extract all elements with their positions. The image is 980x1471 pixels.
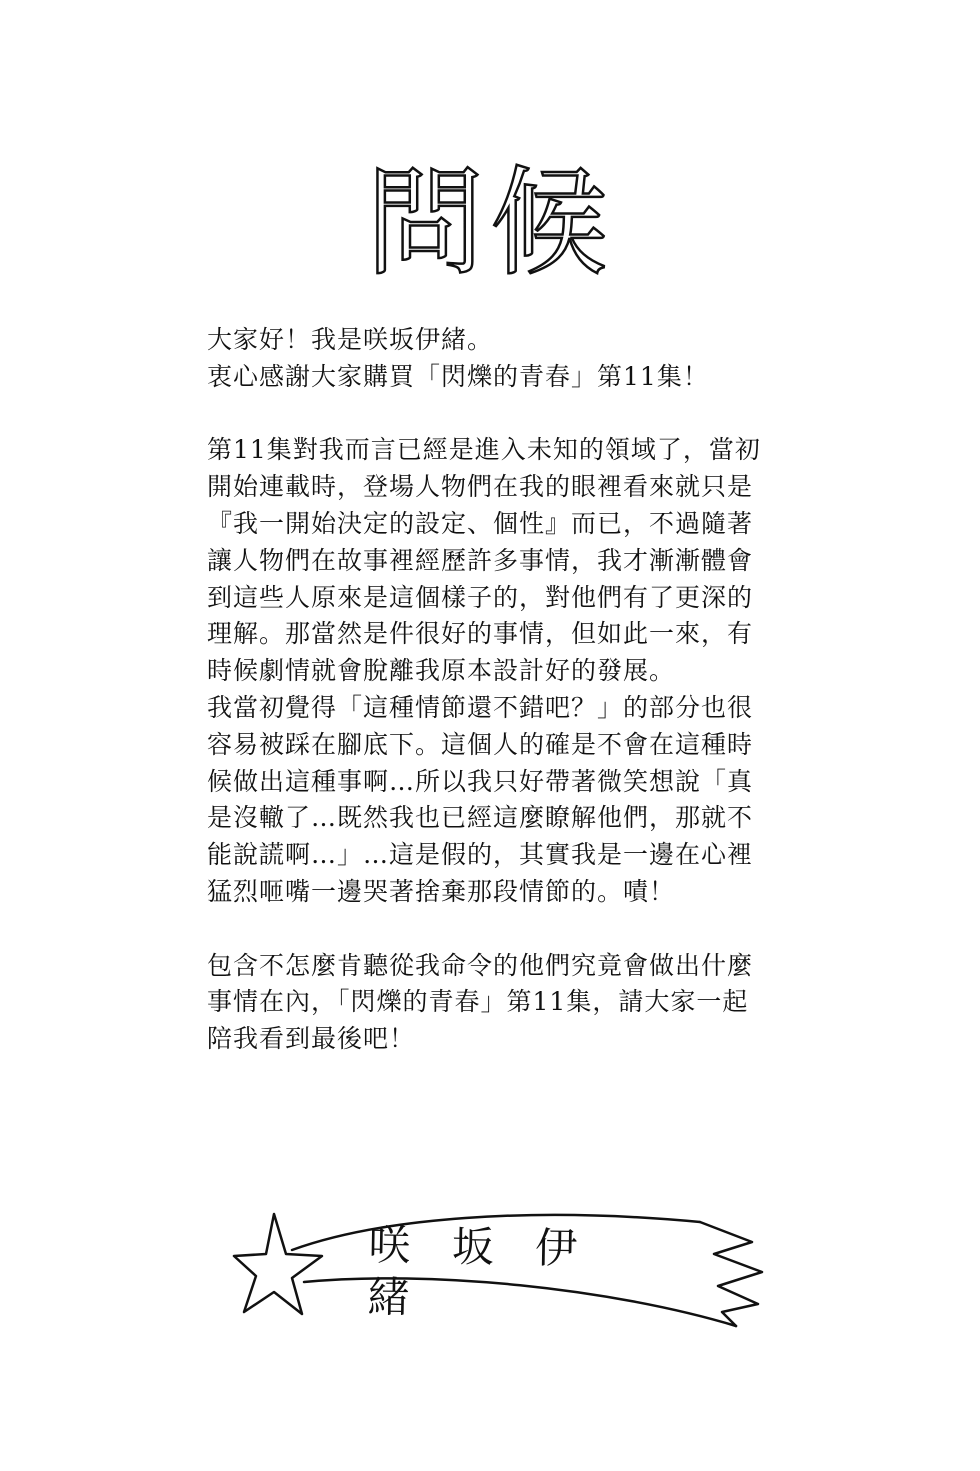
main-paragraph [207, 432, 787, 910]
text-line: 時候劇情就會脫離我原本設計好的發展。 [207, 656, 676, 686]
text-line: 我當初覺得「這種情節還不錯吧？」的部分也很 [207, 692, 754, 722]
text-line: 是沒轍了…既然我也已經這麼瞭解他們，那就不 [207, 803, 754, 833]
text-line: 讓人物們在故事裡經歷許多事情，我才漸漸體會 [207, 545, 754, 575]
text-line: 候做出這種事啊…所以我只好帶著微笑想說「真 [207, 766, 754, 796]
text-line: 容易被踩在腳底下。這個人的確是不會在這種時 [207, 729, 754, 759]
author-signature: 咲 坂 伊 緒 [367, 1220, 592, 1323]
text-line: 包含不怎麼肯聽從我命令的他們究竟會做出什麼 [207, 950, 754, 980]
ribbon-tail [700, 1222, 762, 1326]
text-line: 猛烈咂嘴一邊哭著捨棄那段情節的。嘖！ [207, 876, 676, 906]
text-line: 第11集對我而言已經是進入未知的領域了，當初 [207, 435, 761, 465]
text-line: 能說謊啊…」…這是假的，其實我是一邊在心裡 [207, 840, 754, 870]
text-line: 事情在內，「閃爍的青春」第11集，請大家一起 [207, 987, 749, 1017]
greeting-paragraph [207, 322, 787, 396]
text-line: 『我一開始決定的設定、個性』而已，不過隨著 [207, 508, 754, 538]
text-line: 陪我看到最後吧！ [207, 1024, 416, 1054]
text-line: 理解。那當然是件很好的事情，但如此一來，有 [207, 619, 754, 649]
text-line: 衷心感謝大家購買「閃爍的青春」第11集！ [207, 361, 709, 391]
text-line: 大家好！我是咲坂伊緒。 [207, 325, 494, 354]
star-icon [234, 1214, 322, 1314]
closing-paragraph [207, 948, 787, 1058]
text-line: 開始連載時，登場人物們在我的眼裡看來就只是 [207, 472, 754, 502]
letter-body [207, 322, 787, 1058]
text-line: 到這些人原來是這個樣子的，對他們有了更深的 [207, 582, 754, 612]
page-title: 問候 [365, 154, 614, 292]
